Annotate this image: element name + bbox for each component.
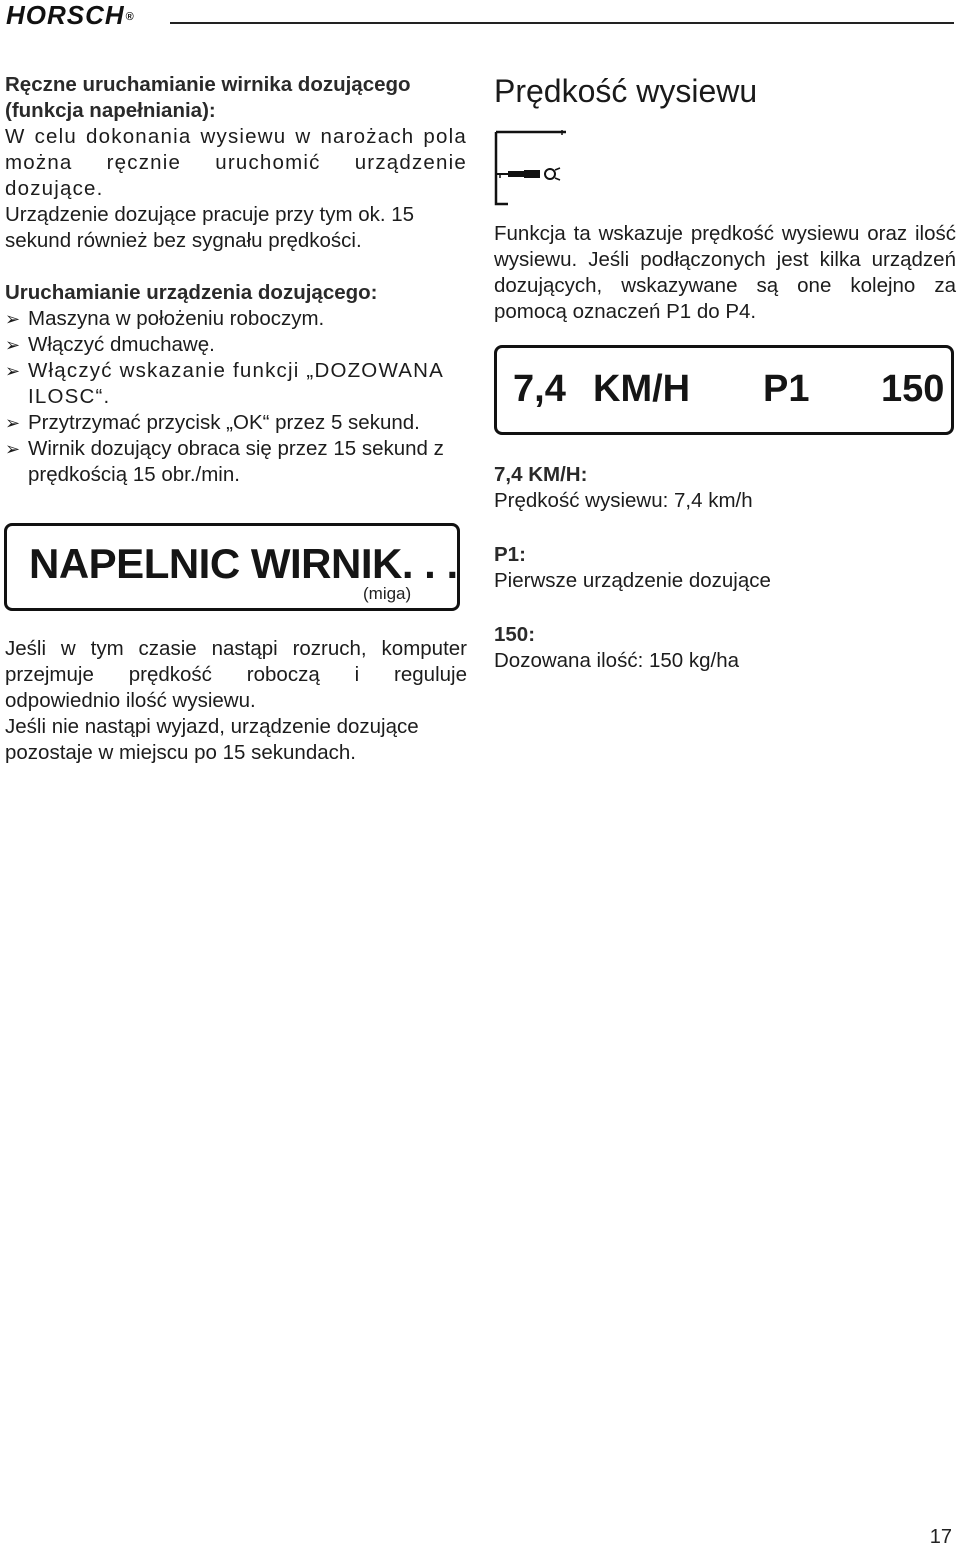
after-paragraph-2: Jeśli nie nastąpi wyjazd, urządzenie dozujące pozostaje w miejscu po 15 sekundach. bbox=[5, 715, 419, 764]
section-title-speed: Prędkość wysiewu bbox=[494, 73, 758, 109]
seed-drill-display-icon bbox=[494, 130, 568, 206]
page-number: 17 bbox=[929, 1526, 952, 1548]
display-text: NAPELNIC WIRNIK. . . bbox=[29, 540, 458, 587]
definitions bbox=[494, 462, 956, 674]
list-item: ➢ Włączyć wskazanie funkcji „DOZOWANA ILOSC“. bbox=[5, 359, 443, 408]
arrow-bullet-icon: ➢ bbox=[5, 413, 21, 433]
def-desc: Pierwsze urządzenie dozujące bbox=[494, 569, 771, 592]
list-item: ➢ Włączyć dmuchawę. bbox=[5, 333, 215, 356]
display-unit: KM/H bbox=[593, 368, 691, 410]
speed-display bbox=[494, 345, 954, 435]
list-item: ➢ Wirnik dozujący obraca się przez 15 sekund z prędkością 15 obr./min. bbox=[5, 437, 444, 486]
after-text bbox=[5, 636, 467, 766]
arrow-bullet-icon: ➢ bbox=[5, 361, 21, 381]
def-desc: Dozowana ilość: 150 kg/ha bbox=[494, 649, 740, 672]
arrow-bullet-icon: ➢ bbox=[5, 439, 21, 459]
brand-name: HORSCH bbox=[6, 0, 125, 30]
intro-paragraph: W celu dokonania wysiewu w narożach pola można ręcznie uruchomić urządzenie dozujące. bbox=[5, 125, 467, 200]
after-paragraph-1: Jeśli w tym czasie nastąpi rozruch, komputer przejmuje prędkość roboczą i reguluje odpowiednio ilość wysiewu. bbox=[5, 637, 467, 712]
intro-paragraph-2: Urządzenie dozujące pracuje przy tym ok. 15 sekund również bez sygnału prędkości. bbox=[5, 203, 415, 252]
def-desc: Prędkość wysiewu: 7,4 km/h bbox=[494, 489, 753, 512]
speed-description: Funkcja ta wskazuje prędkość wysiewu oraz ilość wysiewu. Jeśli podłączonych jest kilka urządzeń dozujących, wskazywane są one kolejno za pomocą oznaczeń P1 do P4. bbox=[494, 222, 956, 323]
list-item: ➢ Przytrzymać przycisk „OK“ przez 5 sekund. bbox=[5, 411, 420, 434]
section-title-filling bbox=[5, 72, 467, 124]
steps-list bbox=[5, 306, 467, 488]
def-term: 7,4 KM/H: bbox=[494, 463, 588, 486]
registered-mark: ® bbox=[125, 11, 135, 23]
def-term: P1: bbox=[494, 543, 526, 566]
left-column bbox=[5, 72, 467, 488]
display-speed: 7,4 bbox=[513, 368, 566, 410]
title-line-2: (funkcja napełniania): bbox=[5, 99, 216, 122]
display-note: (miga) bbox=[363, 584, 412, 603]
steps-title: Uruchamianie urządzenia dozującego: bbox=[5, 281, 378, 304]
title-line-1: Ręczne uruchamianie wirnika dozującego bbox=[5, 73, 411, 96]
speed-description-block bbox=[494, 221, 956, 325]
header-rule bbox=[170, 22, 954, 24]
filling-display bbox=[4, 523, 460, 611]
list-item: ➢ Maszyna w położeniu roboczym. bbox=[5, 307, 325, 330]
arrow-bullet-icon: ➢ bbox=[5, 335, 21, 355]
display-device: P1 bbox=[763, 368, 810, 410]
arrow-bullet-icon: ➢ bbox=[5, 309, 21, 329]
def-term: 150: bbox=[494, 623, 536, 646]
display-amount: 150 bbox=[881, 368, 945, 410]
right-column bbox=[494, 72, 956, 110]
brand-logo bbox=[6, 0, 135, 30]
